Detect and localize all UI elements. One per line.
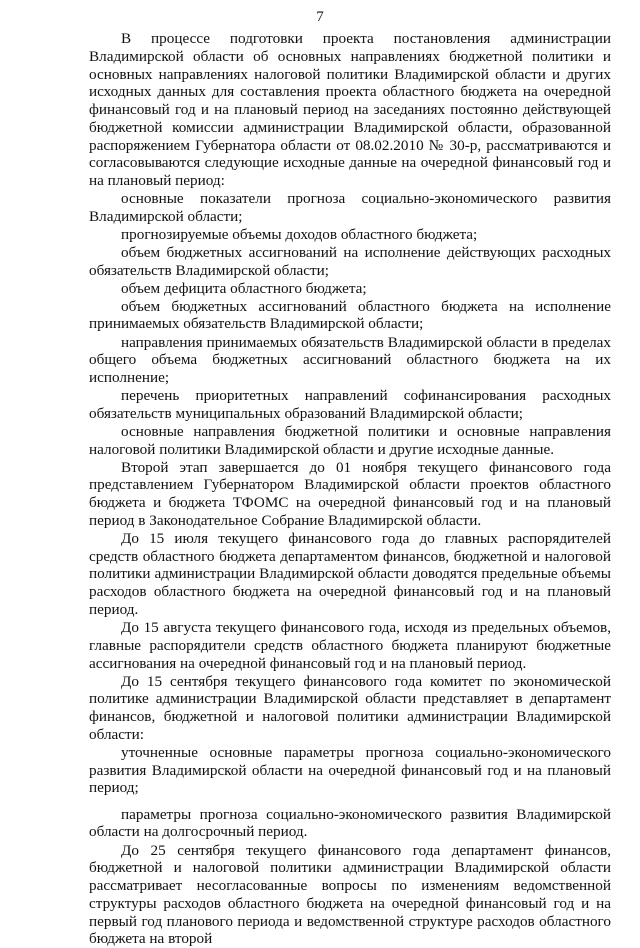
document-body bbox=[89, 30, 611, 948]
paragraph: До 15 августа текущего финансового года, исходя из предельных объемов, главные распорядители средств областного бюджета планируют бюджетные ассигнования на очередной финансовый год и на плановый период. bbox=[89, 619, 611, 672]
paragraph: параметры прогноза социально-экономического развития Владимирской области на долгосрочный период. bbox=[89, 806, 611, 842]
paragraph: перечень приоритетных направлений софинансирования расходных обязательств муниципальных образований Владимирской области; bbox=[89, 387, 611, 423]
paragraph: объем бюджетных ассигнований на исполнение действующих расходных обязательств Владимирской области; bbox=[89, 244, 611, 280]
blank-line bbox=[89, 797, 611, 805]
paragraph: основные показатели прогноза социально-экономического развития Владимирской области; bbox=[89, 190, 611, 226]
paragraph: прогнозируемые объемы доходов областного бюджета; bbox=[89, 226, 611, 244]
paragraph: Второй этап завершается до 01 ноября текущего финансового года представлением Губернатором Владимирской области проектов областного бюджета и бюджета ТФОМС на очередной финансовый год и на плановый период в Законодательное Собрание Владимирской области. bbox=[89, 459, 611, 530]
paragraph: До 15 сентября текущего финансового года комитет по экономической политике администрации Владимирской области представляет в департамент финансов, бюджетной и налоговой политики администрации Владимирской области: bbox=[89, 673, 611, 744]
paragraph: объем бюджетных ассигнований областного бюджета на исполнение принимаемых обязательств Владимирской области; bbox=[89, 298, 611, 334]
page-number: 7 bbox=[0, 8, 640, 26]
paragraph: До 25 сентября текущего финансового года департамент финансов, бюджетной и налоговой политики администрации Владимирской области рассматривает несогласованные вопросы по изменениям ведомственной структуры расходов областного бюджета на очередной финансовый год и на первый год планового периода и ведомственной структуре расходов областного бюджета на второй bbox=[89, 842, 611, 948]
paragraph: До 15 июля текущего финансового года до главных распорядителей средств областного бюджета департаментом финансов, бюджетной и налоговой политики администрации Владимирской области доводятся предельные объемы расходов областного бюджета на очередной финансовый год и на плановый период. bbox=[89, 530, 611, 619]
paragraph: В процессе подготовки проекта постановления администрации Владимирской области об основных направлениях бюджетной политики и основных направлениях налоговой политики Владимирской области и других исходных данных для составления проекта областного бюджета на очередной финансовый год и на плановый период на заседаниях постоянно действующей бюджетной комиссии администрации Владимирской области, образованной распоряжением Губернатора области от 08.02.2010 № 30-р, рассматриваются и согласовываются следующие исходные данные на очередной финансовый год и на плановый период: bbox=[89, 30, 611, 190]
paragraph: уточненные основные параметры прогноза социально-экономического развития Владимирской области на очередной финансовый год и на плановый период; bbox=[89, 744, 611, 797]
paragraph: основные направления бюджетной политики и основные направления налоговой политики Владимирской области и другие исходные данные. bbox=[89, 423, 611, 459]
paragraph: объем дефицита областного бюджета; bbox=[89, 280, 611, 298]
paragraph: направления принимаемых обязательств Владимирской области в пределах общего объема бюджетных ассигнований областного бюджета на их исполнение; bbox=[89, 334, 611, 387]
